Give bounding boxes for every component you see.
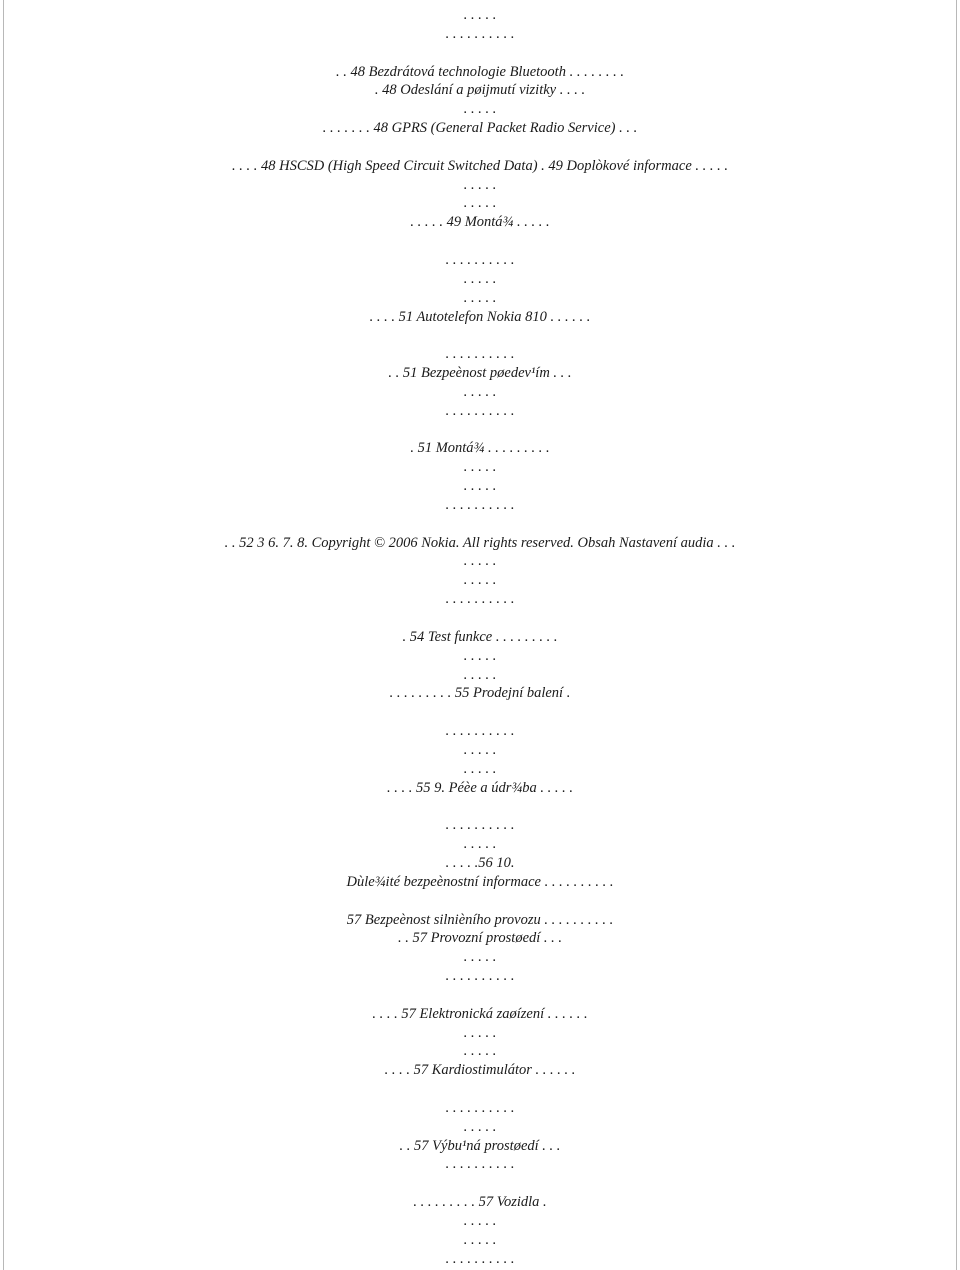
toc-line: . . . . . . . . . 57 Vozidla . (413, 1194, 547, 1211)
toc-line: . . . . . . . . . . (445, 402, 515, 419)
toc-line: . . . . .56 10. (445, 854, 515, 871)
toc-line: . . . . 57 Elektronická zaøízení . . . . . . (372, 1005, 588, 1022)
toc-line: . . . . . (463, 1213, 497, 1229)
toc-line: . 54 Test funkce . . . . . . . . . (402, 628, 558, 645)
toc-line (0, 797, 960, 816)
toc-line: . . . . . (463, 572, 497, 589)
toc-line: . . . . . (463, 459, 497, 476)
toc-line: . . . . . . . 48 GPRS (General Packet Radio Service) . . . (322, 120, 638, 137)
toc-line: . . . . . . . . . . (445, 968, 515, 985)
toc-line: . . 57 Výbu¹ná prostøedí . . . (399, 1137, 561, 1154)
toc-line (0, 703, 960, 722)
toc-line: . . . . . (463, 176, 497, 193)
toc-line: . . . . . . . . . . (445, 496, 515, 513)
toc-line: . . 51 Bezpeènost pøedev¹ím . . . (388, 365, 572, 382)
toc-line: . . . . . . . . . . (445, 251, 515, 268)
toc-line: . . . . . . . . . . (445, 1250, 515, 1267)
toc-line: . . . . . (463, 478, 497, 495)
toc-line: . . . . . . . . . . (445, 723, 515, 740)
toc-line: . . . . . . . . . . (445, 1156, 515, 1173)
toc-line: . . . . 51 Autotelefon Nokia 810 . . . . . . (369, 308, 591, 325)
toc-line (0, 232, 960, 251)
toc-line (0, 44, 960, 63)
toc-line: . . . . . . . . . 55 Prodejní balení . (389, 685, 571, 702)
toc-line: . . . . . (463, 760, 497, 777)
toc-line (0, 138, 960, 157)
toc-line: . . . . . (463, 1024, 497, 1041)
toc-line: . . . . . (463, 666, 497, 683)
toc-line (0, 986, 960, 1005)
toc-line: . . . . . . . . . . (445, 817, 515, 834)
toc-line (0, 892, 960, 911)
toc-line: . . 57 Provozní prostøedí . . . (397, 930, 563, 947)
toc-line (0, 421, 960, 440)
toc-line: . . . . . (463, 289, 497, 306)
toc-line: . . . . . (463, 195, 497, 212)
toc-line: . . . . . (463, 949, 497, 966)
toc-line: . . . . 48 HSCSD (High Speed Circuit Switched Data) . 49 Doplòkové informace . . . . . (231, 157, 729, 174)
toc-line: . . . . . . . . . . (445, 1099, 515, 1116)
toc-line: 57 Bezpeènost silnièního provozu . . . . . . . . . . (346, 911, 614, 928)
toc-line: . 51 Montá¾ . . . . . . . . . (410, 440, 550, 457)
toc-line: . . . . . 49 Montá¾ . . . . . (410, 214, 550, 231)
toc-line: . . . . . (463, 741, 497, 758)
toc-line: . . . . 57 Kardiostimulátor . . . . . . (384, 1062, 576, 1079)
toc-line: . . . . . . . . . . (445, 591, 515, 608)
toc-line: Dùle¾ité bezpeènostní informace . . . . . . . . . . (346, 873, 614, 890)
toc-line: . . . . . (463, 1231, 497, 1248)
toc-line (0, 1080, 960, 1099)
toc-line (0, 1174, 960, 1193)
toc-line: . . . . . . . . . . (445, 346, 515, 363)
toc-line: . 48 Odeslání a pøijmutí vizitky . . . . (374, 82, 586, 99)
toc-line: . . . . . (463, 836, 497, 853)
toc-line (0, 515, 960, 534)
toc-line: . . . . . (463, 7, 497, 23)
toc-line (0, 609, 960, 628)
table-of-contents (0, 6, 960, 1269)
toc-line: . . . . . . . . . . (445, 25, 515, 42)
toc-line: . . 52 3 6. 7. 8. Copyright © 2006 Nokia. All rights reserved. Obsah Nastavení audia . . . (224, 534, 736, 551)
toc-line: . . . . . (463, 383, 497, 400)
toc-line: . . . . . (463, 553, 497, 570)
toc-line: . . . . . (463, 1118, 497, 1135)
toc-line: . . . . 55 9. Péèe a údr¾ba . . . . . (386, 779, 574, 796)
toc-line: . . . . . (463, 1043, 497, 1060)
toc-line: . . . . . (463, 647, 497, 664)
toc-line: . . . . . (463, 101, 497, 118)
toc-line (0, 326, 960, 345)
toc-line: . . 48 Bezdrátová technologie Bluetooth . . . . . . . . (336, 63, 624, 80)
toc-line: . . . . . (463, 270, 497, 287)
